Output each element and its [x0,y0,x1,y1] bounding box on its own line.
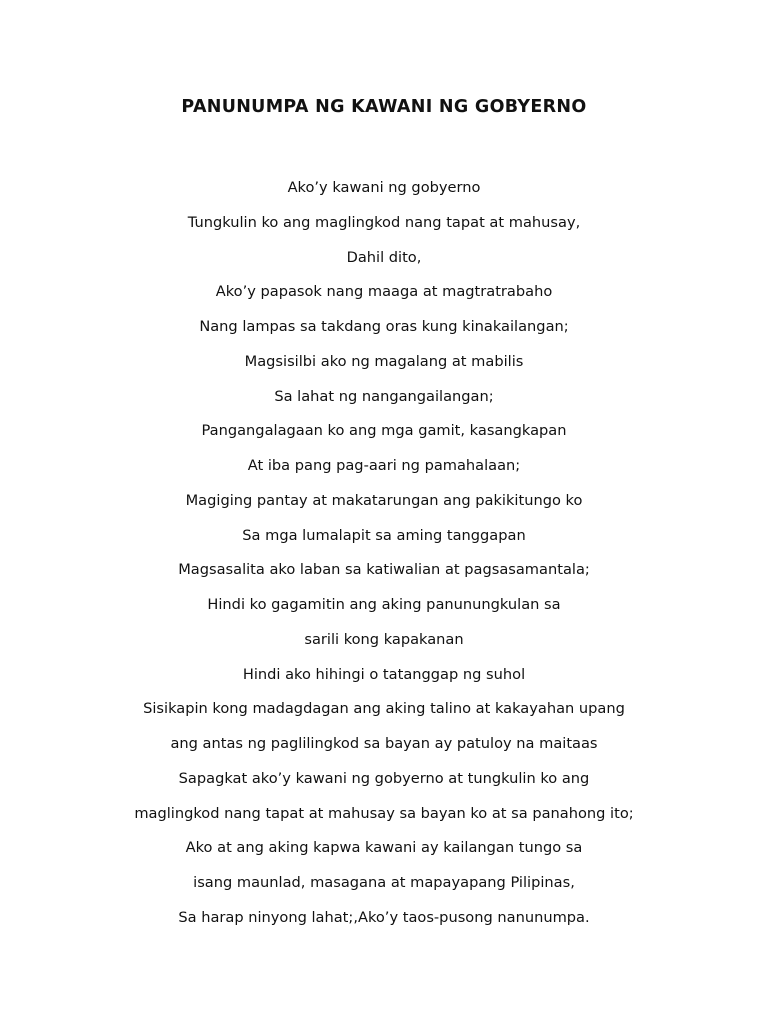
oath-line: Magiging pantay at makatarungan ang pakikitungo ko [185,491,583,509]
oath-line: Hindi ko gagamitin ang aking panunungkulan sa [207,596,561,613]
oath-line: isang maunlad, masagana at mapayapang Pilipinas, [193,874,575,891]
document-title: PANUNUMPA NG KAWANI NG GOBYERNO [181,97,587,117]
oath-line: Sisikapin kong madagdagan ang aking talino at kakayahan upang [143,700,625,718]
oath-line: Magsisilbi ako ng magalang at mabilis [244,352,524,370]
oath-line: maglingkod nang tapat at mahusay sa bayan ko at sa panahong ito; [134,804,634,822]
oath-line: Ako’y papasok nang maaga at magtratrabaho [215,283,553,301]
oath-line: At iba pang pag-aari ng pamahalaan; [247,457,521,474]
oath-line: sarili kong kapakanan [304,630,464,648]
oath-line: Sa harap ninyong lahat;,Ako’y taos-pusong nanunumpa. [178,908,590,926]
oath-line: Pangangalagaan ko ang mga gamit, kasangkapan [201,422,567,440]
oath-line: Sa lahat ng nangangailangan; [274,387,494,405]
oath-line: Sapagkat ako’y kawani ng gobyerno at tungkulin ko ang [178,769,590,787]
oath-line: Sa mga lumalapit sa aming tanggapan [242,526,526,544]
oath-line: Magsasalita ako laban sa katiwalian at pagsasamantala; [178,561,590,579]
oath-line: Tungkulin ko ang maglingkod nang tapat at mahusay, [187,213,581,231]
oath-line: Ako’y kawani ng gobyerno [287,179,481,196]
oath-line: Nang lampas sa takdang oras kung kinakailangan; [199,318,569,335]
oath-line: Hindi ako hihingi o tatanggap ng suhol [242,665,526,683]
oath-line: Dahil dito, [346,248,422,266]
oath-text [0,176,768,941]
oath-line: ang antas ng paglilingkod sa bayan ay patuloy na maitaas [170,735,598,752]
oath-line: Ako at ang aking kapwa kawani ay kailangan tungo sa [185,839,583,857]
